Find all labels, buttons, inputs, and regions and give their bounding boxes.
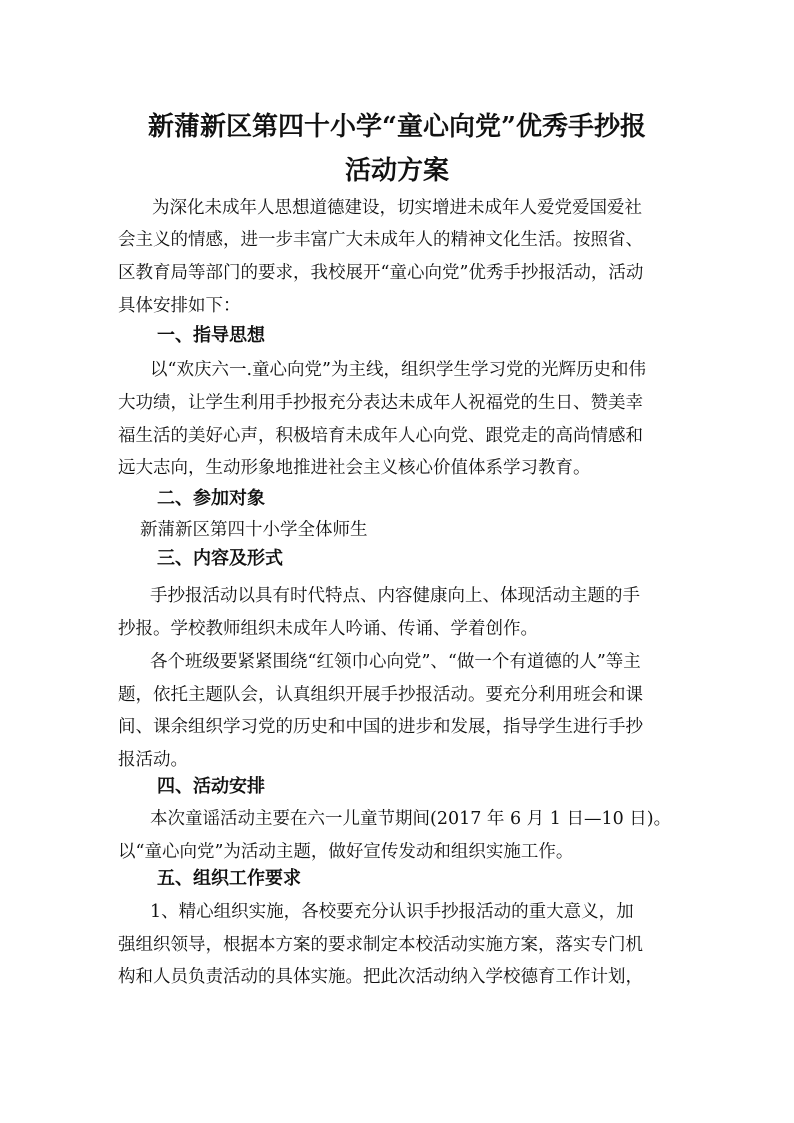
section-3-line: 各个班级要紧紧围绕“红领巾心向党”、“做一个有道德的人”等主 <box>150 652 641 672</box>
section-2-line: 新蒲新区第四十小学全体师生 <box>140 520 368 540</box>
section-1-line: 大功绩，让学生利用手抄报充分表达未成年人祝福党的生日、赞美幸 <box>118 393 643 413</box>
section-heading-guiding-idea: 一、指导思想 <box>157 325 265 346</box>
document-title-line-1: 新蒲新区第四十小学“童心向党”优秀手抄报 <box>148 112 646 142</box>
section-5-line: 1、精心组织实施，各校要充分认识手抄报活动的重大意义，加 <box>150 902 634 922</box>
section-heading-requirements: 五、组织工作要求 <box>157 868 301 889</box>
section-4-line: 本次童谣活动主要在六一儿童节期间(2017 年 6 月 1 日—10 日)。 <box>150 809 672 829</box>
section-3-line: 间、课余组织学习党的历史和中国的进步和发展，指导学生进行手抄 <box>118 717 643 737</box>
section-3-line: 抄报。学校教师组织未成年人吟诵、传诵、学着创作。 <box>118 619 538 639</box>
section-heading-content-form: 三、内容及形式 <box>157 548 283 569</box>
section-3-line: 题，依托主题队会，认真组织开展手抄报活动。要充分利用班会和课 <box>118 685 643 705</box>
intro-line: 会主义的情感，进一步丰富广大未成年人的精神文化生活。按照省、 <box>118 230 643 250</box>
document-title-line-2: 活动方案 <box>344 156 449 186</box>
intro-line: 区教育局等部门的要求，我校展开“童心向党”优秀手抄报活动，活动 <box>118 263 644 283</box>
section-1-line: 以“欢庆六一.童心向党”为主线，组织学生学习党的光辉历史和伟 <box>150 360 646 380</box>
section-5-line: 强组织领导，根据本方案的要求制定本校活动实施方案，落实专门机 <box>118 935 643 955</box>
section-1-line: 福生活的美好心声，积极培育未成年人心向党、跟党走的高尚情感和 <box>118 426 643 446</box>
section-heading-schedule: 四、活动安排 <box>157 776 265 797</box>
section-3-line: 手抄报活动以具有时代特点、内容健康向上、体现活动主题的手 <box>150 586 640 606</box>
section-4-line: 以“童心向党”为活动主题，做好宣传发动和组织实施工作。 <box>118 842 574 862</box>
section-3-line: 报活动。 <box>118 750 188 770</box>
section-1-line: 远大志向，生动形象地推进社会主义核心价值体系学习教育。 <box>118 458 591 478</box>
section-heading-participants: 二、参加对象 <box>157 488 265 509</box>
section-5-line: 构和人员负责活动的具体实施。把此次活动纳入学校德育工作计划， <box>118 967 643 987</box>
intro-line: 为深化未成年人思想道德建设，切实增进未成年人爱党爱国爱社 <box>152 198 642 218</box>
intro-line: 具体安排如下： <box>118 296 241 316</box>
